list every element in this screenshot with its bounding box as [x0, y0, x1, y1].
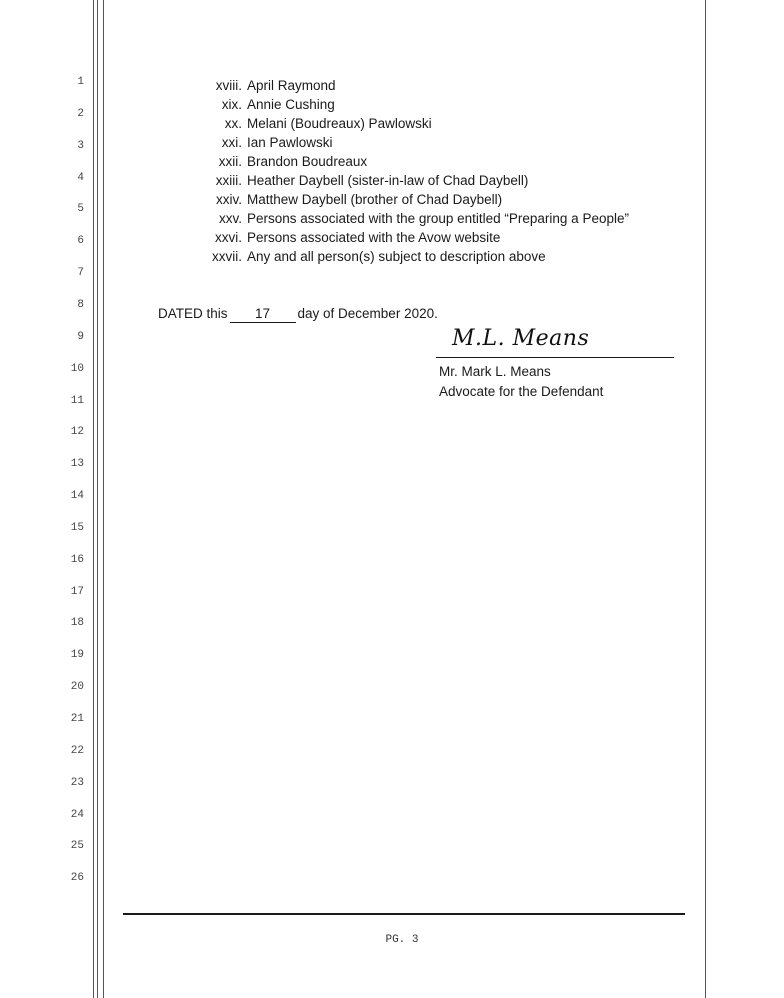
line-number: 7: [77, 267, 84, 280]
dated-suffix: day of December 2020.: [297, 306, 438, 321]
line-number: 21: [70, 713, 84, 725]
list-item: [180, 171, 700, 190]
line-number: 14: [70, 490, 84, 503]
signer-block: [439, 362, 603, 402]
page-number: PG. 3: [385, 934, 419, 946]
margin-rule-left-outer: [93, 0, 94, 998]
list-item-number: xx.: [224, 116, 242, 131]
margin-rule-left-third: [103, 0, 104, 998]
line-number: 17: [70, 585, 84, 598]
list-item: [180, 133, 700, 152]
line-number: 19: [70, 649, 84, 662]
line-number: 20: [70, 681, 84, 694]
line-number: 3: [77, 139, 84, 152]
margin-rule-left-inner: [97, 0, 98, 998]
list-item: [180, 190, 700, 209]
line-number: 26: [70, 872, 84, 885]
line-number: 5: [77, 203, 84, 216]
dated-prefix: DATED this: [158, 306, 228, 321]
list-item: [180, 209, 700, 228]
list-item: [180, 95, 700, 114]
list-item-text: Annie Cushing: [247, 97, 335, 112]
list-item-text: Matthew Daybell (brother of Chad Daybell): [247, 192, 503, 207]
list-item-text: Heather Daybell (sister-in-law of Chad Daybell): [247, 173, 529, 188]
list-item: [180, 247, 700, 266]
witness-list: [180, 76, 700, 266]
list-item-number: xxii.: [218, 154, 242, 169]
line-number: 16: [70, 553, 84, 566]
list-item: [180, 152, 700, 171]
list-item-number: xxi.: [221, 135, 242, 150]
line-number: 2: [77, 107, 84, 120]
line-number: 18: [70, 617, 84, 630]
list-item: [180, 228, 700, 247]
dated-line: [158, 304, 438, 323]
list-item-text: Melani (Boudreaux) Pawlowski: [247, 116, 432, 131]
footer-rule: [123, 913, 685, 915]
line-number: 13: [70, 458, 84, 471]
dated-day: 17: [230, 306, 296, 323]
list-item-number: xviii.: [215, 78, 242, 93]
list-item-text: Persons associated with the Avow website: [247, 230, 501, 245]
line-number: 24: [70, 808, 84, 821]
list-item-text: Persons associated with the group entitled “Preparing a People”: [247, 211, 629, 226]
list-item-text: Ian Pawlowski: [247, 135, 333, 150]
line-number: 8: [77, 298, 84, 311]
list-item-text: Brandon Boudreaux: [247, 154, 368, 169]
line-number: 6: [77, 235, 84, 248]
margin-rule-right: [705, 0, 706, 998]
list-item-number: xxiii.: [215, 173, 242, 188]
list-item-number: xxvi.: [215, 230, 242, 245]
line-number: 12: [70, 426, 84, 439]
line-number: 9: [77, 330, 84, 343]
signature-line: [436, 357, 674, 358]
list-item-number: xxv.: [219, 211, 242, 226]
line-number: 4: [77, 171, 84, 184]
line-number: 10: [70, 362, 84, 375]
list-item: [180, 114, 700, 133]
signature: M.L. Means: [452, 326, 590, 351]
list-item-number: xix.: [221, 97, 242, 112]
list-item-text: Any and all person(s) subject to description above: [247, 249, 546, 264]
signer-title: Advocate for the Defendant: [439, 384, 604, 399]
signer-name: Mr. Mark L. Means: [439, 364, 551, 379]
line-number: 1: [77, 76, 84, 88]
line-number: 15: [70, 521, 84, 534]
list-item-number: xxiv.: [216, 192, 242, 207]
line-number: 23: [70, 776, 84, 789]
line-number: 25: [70, 840, 84, 853]
line-numbers: [0, 0, 90, 998]
list-item-text: April Raymond: [247, 78, 336, 93]
list-item-number: xxvii.: [212, 249, 242, 264]
line-number: 22: [70, 744, 84, 757]
list-item: [180, 76, 700, 95]
line-number: 11: [70, 394, 84, 407]
